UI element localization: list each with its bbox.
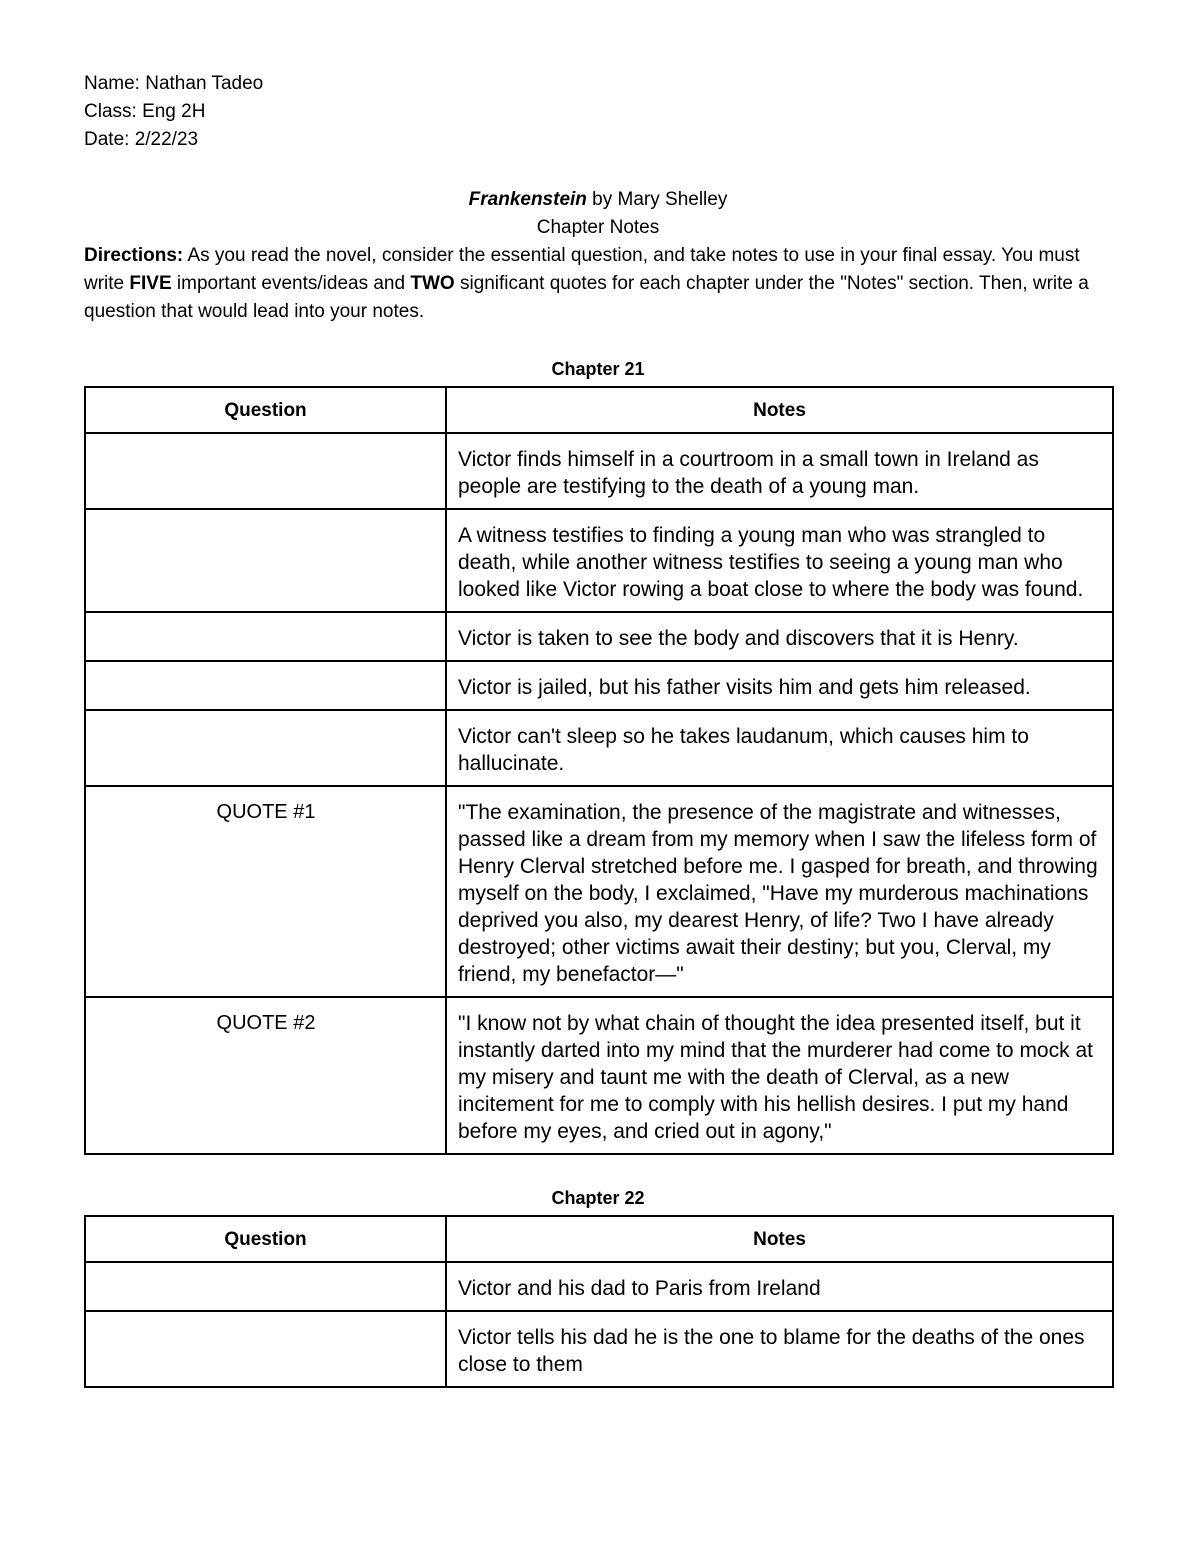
directions-text-3: significant quotes for each chapter under the "Notes" section. Then, write a question that would lead into your notes. (84, 273, 1089, 322)
directions-label: Directions: (84, 245, 184, 266)
question-cell[interactable] (85, 433, 446, 509)
chapter-22-table (84, 1215, 1114, 1388)
date: Date: 2/22/23 (84, 129, 199, 150)
table-row (85, 997, 1113, 1154)
question-cell[interactable] (85, 612, 446, 661)
table-row (85, 509, 1113, 612)
document-page (84, 70, 1112, 1388)
chapter-22-heading: Chapter 22 (551, 1188, 645, 1208)
question-cell[interactable] (85, 1262, 446, 1311)
book-title: Frankenstein (468, 189, 587, 210)
class-name: Class: Eng 2H (84, 101, 206, 122)
table-row (85, 710, 1113, 786)
table-row (85, 661, 1113, 710)
quote-1-text[interactable]: "The examination, the presence of the magistrate and witnesses, passed like a dream from my memory when I saw the lifeless form of Henry Clerval stretched before me. I gasped for breath, and throwing myself on the body, I exclaimed, "Have my murderous machinations deprived you also, my dearest Henry, of life? Two I have already destroyed; other victims await their destiny; but you, Clerval, my friend, my benefactor—" (446, 786, 1113, 997)
notes-column-header: Notes (446, 387, 1113, 433)
directions-text-2: important events/ideas and (171, 273, 411, 294)
question-cell[interactable] (85, 710, 446, 786)
question-cell[interactable] (85, 661, 446, 710)
notes-cell[interactable]: Victor can't sleep so he takes laudanum, which causes him to hallucinate. (446, 710, 1113, 786)
table-row (85, 433, 1113, 509)
quote-1-label[interactable]: QUOTE #1 (85, 786, 446, 997)
document-title (84, 186, 1112, 242)
document-subtitle: Chapter Notes (536, 217, 660, 238)
notes-cell[interactable]: Victor is jailed, but his father visits him and gets him released. (446, 661, 1113, 710)
question-cell[interactable] (85, 1311, 446, 1387)
chapter-21-table (84, 386, 1114, 1155)
table-row (85, 786, 1113, 997)
quote-2-text[interactable]: "I know not by what chain of thought the idea presented itself, but it instantly darted into my mind that the murderer had come to mock at my misery and taunt me with the death of Clerval, as a new incitement for me to comply with his hellish desires. I put my hand before my eyes, and cried out in agony," (446, 997, 1113, 1154)
quote-2-label[interactable]: QUOTE #2 (85, 997, 446, 1154)
notes-cell[interactable]: A witness testifies to finding a young man who was strangled to death, while another witness testifies to seeing a young man who looked like Victor rowing a boat close to where the body was found. (446, 509, 1113, 612)
table-header-row (85, 1216, 1113, 1262)
title-line (84, 186, 1112, 214)
table-row (85, 612, 1113, 661)
student-name: Name: Nathan Tadeo (84, 73, 264, 94)
student-info (84, 70, 1112, 154)
table-row (85, 1262, 1113, 1311)
book-author: by Mary Shelley (586, 189, 728, 210)
directions-paragraph (84, 242, 1112, 326)
directions-text-1: As you read the novel, consider the essential question, and take notes to use in your final essay. You must write (84, 245, 1080, 294)
question-column-header: Question (85, 387, 446, 433)
chapter-21-heading: Chapter 21 (551, 359, 645, 379)
table-header-row (85, 387, 1113, 433)
notes-cell[interactable]: Victor tells his dad he is the one to blame for the deaths of the ones close to them (446, 1311, 1113, 1387)
directions-two: TWO (410, 273, 455, 294)
notes-column-header: Notes (446, 1216, 1113, 1262)
notes-cell[interactable]: Victor is taken to see the body and discovers that it is Henry. (446, 612, 1113, 661)
directions-five: FIVE (129, 273, 172, 294)
question-column-header: Question (85, 1216, 446, 1262)
question-cell[interactable] (85, 509, 446, 612)
table-row (85, 1311, 1113, 1387)
notes-cell[interactable]: Victor finds himself in a courtroom in a small town in Ireland as people are testifying to the death of a young man. (446, 433, 1113, 509)
notes-cell[interactable]: Victor and his dad to Paris from Ireland (446, 1262, 1113, 1311)
